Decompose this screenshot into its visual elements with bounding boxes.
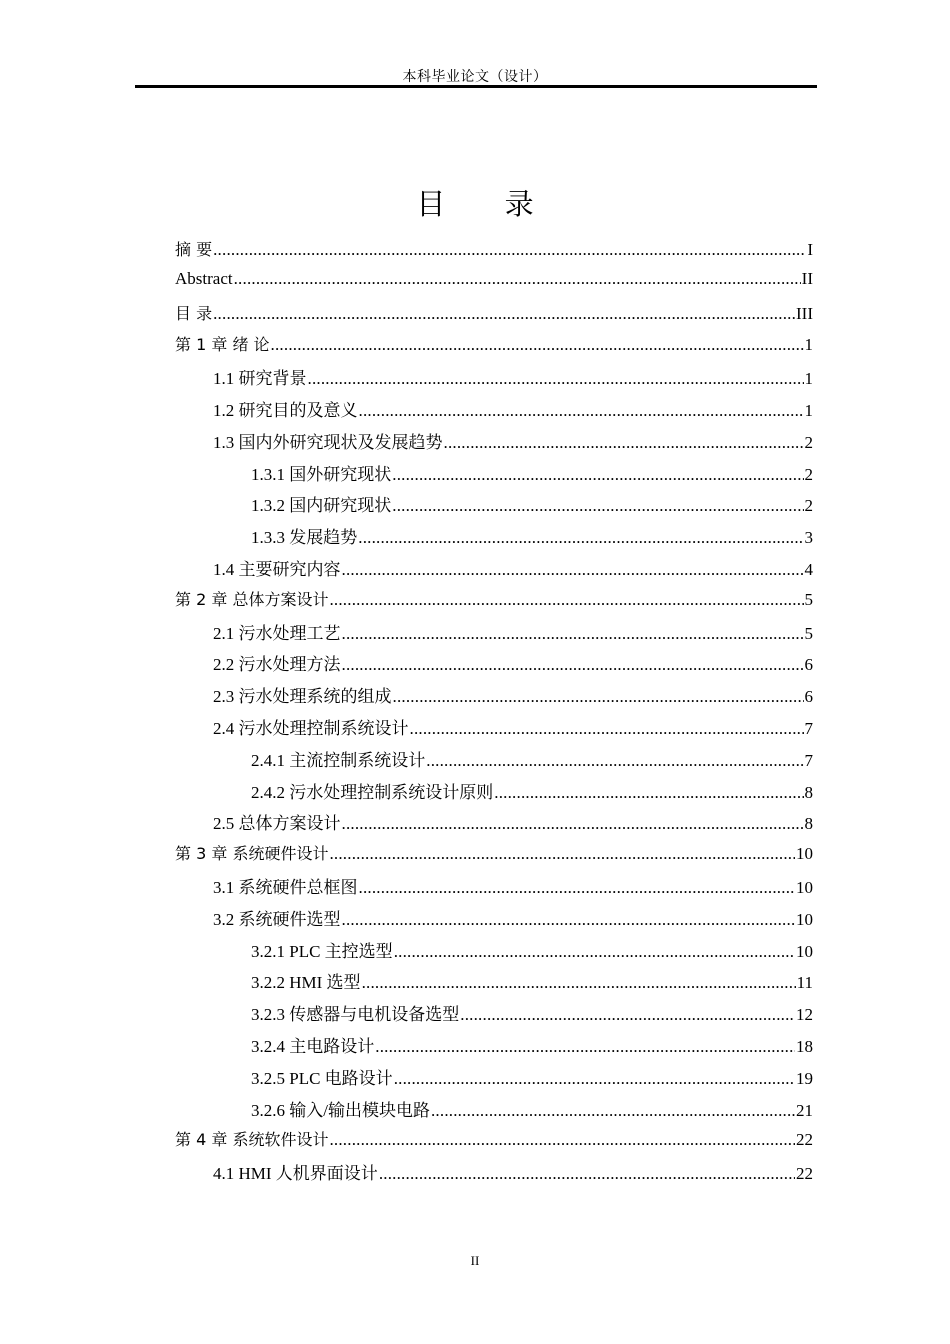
- toc-entry-page: 10: [796, 909, 813, 929]
- toc-entry-label: 2.4.1 主流控制系统设计: [251, 750, 426, 770]
- toc-dot-leader: [426, 751, 803, 771]
- toc-entry-page: 1: [804, 369, 813, 389]
- toc-dot-leader: [329, 1130, 795, 1150]
- toc-entry[interactable]: [175, 937, 813, 969]
- toc-dot-leader: [393, 687, 804, 707]
- toc-entry-page: 8: [804, 814, 813, 834]
- toc-entry-page: 1: [804, 400, 813, 420]
- toc-dot-leader: [392, 496, 803, 516]
- toc-entry-page: 1: [804, 335, 813, 355]
- toc-entry[interactable]: [175, 619, 813, 651]
- toc-entry-label: 1.4 主要研究内容: [213, 559, 341, 579]
- toc-entry[interactable]: [175, 587, 813, 619]
- toc-entry[interactable]: [175, 396, 813, 428]
- toc-entry[interactable]: [175, 460, 813, 492]
- toc-dot-leader: [342, 655, 804, 675]
- toc-entry-page: 2: [804, 496, 813, 516]
- toc-entry[interactable]: [175, 1032, 813, 1064]
- toc-entry-label: 3.2.6 输入/输出模块电路: [251, 1100, 430, 1120]
- toc-entry-label: 1.3 国内外研究现状及发展趋势: [213, 432, 443, 452]
- toc-dot-leader: [394, 942, 795, 962]
- toc-dot-leader: [444, 433, 804, 453]
- toc-entry-page: 22: [796, 1164, 813, 1184]
- toc-entry[interactable]: [175, 428, 813, 460]
- toc-entry[interactable]: [175, 746, 813, 778]
- toc-entry-page: 10: [796, 877, 813, 897]
- toc-entry[interactable]: [175, 968, 813, 1000]
- toc-entry[interactable]: [175, 809, 813, 841]
- toc-entry-label: 第 1 章 绪 论: [175, 335, 270, 355]
- toc-entry-page: 10: [796, 844, 813, 864]
- toc-entry-page: 10: [796, 941, 813, 961]
- toc-entry-label: 3.2.4 主电路设计: [251, 1036, 375, 1056]
- toc-entry-label: 2.4 污水处理控制系统设计: [213, 718, 409, 738]
- toc-entry[interactable]: [175, 523, 813, 555]
- toc-entry-label: 3.2.5 PLC 电路设计: [251, 1068, 393, 1088]
- toc-dot-leader: [358, 528, 803, 548]
- toc-entry-label: 4.1 HMI 人机界面设计: [213, 1164, 378, 1184]
- toc-entry[interactable]: [175, 364, 813, 396]
- toc-dot-leader: [342, 560, 804, 580]
- toc-entry-label: 目 录: [175, 303, 213, 323]
- toc-entry[interactable]: [175, 682, 813, 714]
- toc-dot-leader: [494, 783, 803, 803]
- table-of-contents: [175, 237, 813, 1191]
- toc-dot-leader: [460, 1005, 795, 1025]
- toc-entry[interactable]: [175, 873, 813, 905]
- header-rule: [135, 85, 817, 88]
- toc-dot-leader: [392, 465, 803, 485]
- toc-entry-page: 18: [796, 1036, 813, 1056]
- toc-dot-leader: [410, 719, 804, 739]
- toc-dot-leader: [329, 844, 795, 864]
- toc-dot-leader: [234, 269, 801, 289]
- toc-entry[interactable]: [175, 905, 813, 937]
- toc-entry-label: 1.3.3 发展趋势: [251, 528, 358, 548]
- toc-entry-label: 2.3 污水处理系统的组成: [213, 687, 392, 707]
- toc-entry[interactable]: [175, 301, 813, 333]
- toc-entry-label: 3.2 系统硬件选型: [213, 909, 341, 929]
- toc-entry[interactable]: [175, 1159, 813, 1191]
- toc-dot-leader: [329, 590, 803, 610]
- toc-entry[interactable]: [175, 332, 813, 364]
- toc-entry-page: 5: [804, 589, 813, 609]
- toc-entry-label: 2.5 总体方案设计: [213, 814, 341, 834]
- toc-entry-page: 22: [796, 1130, 813, 1150]
- toc-entry-label: Abstract: [175, 268, 233, 288]
- toc-entry-label: 第 4 章 系统软件设计: [175, 1130, 329, 1150]
- toc-dot-leader: [342, 814, 804, 834]
- toc-dot-leader: [342, 910, 796, 930]
- toc-dot-leader: [342, 624, 804, 644]
- page-number: II: [470, 1253, 480, 1268]
- toc-entry-label: 3.2.1 PLC 主控选型: [251, 941, 393, 961]
- toc-dot-leader: [213, 304, 795, 324]
- toc-entry-label: 3.2.2 HMI 选型: [251, 973, 361, 993]
- toc-entry-page: 19: [796, 1068, 813, 1088]
- toc-dot-leader: [308, 369, 804, 389]
- toc-entry[interactable]: [175, 1000, 813, 1032]
- toc-entry-page: III: [796, 303, 813, 323]
- toc-entry[interactable]: [175, 1096, 813, 1128]
- toc-entry[interactable]: [175, 237, 813, 269]
- toc-entry[interactable]: [175, 714, 813, 746]
- toc-entry-page: 7: [804, 750, 813, 770]
- toc-entry-label: 摘 要: [175, 240, 213, 259]
- toc-entry-page: 8: [804, 782, 813, 802]
- toc-entry[interactable]: [175, 650, 813, 682]
- toc-entry-label: 3.2.3 传感器与电机设备选型: [251, 1005, 460, 1025]
- toc-entry-page: 11: [796, 973, 813, 993]
- toc-entry-page: 4: [804, 559, 813, 579]
- toc-dot-leader: [431, 1101, 795, 1121]
- running-header: 本科毕业论文（设计）: [402, 70, 548, 85]
- toc-entry-label: 1.1 研究背景: [213, 369, 307, 389]
- toc-dot-leader: [362, 973, 796, 993]
- toc-entry-page: I: [807, 240, 813, 259]
- toc-entry-page: 7: [804, 718, 813, 738]
- toc-entry[interactable]: [175, 841, 813, 873]
- toc-entry-page: II: [801, 268, 813, 288]
- toc-dot-leader: [271, 335, 804, 355]
- toc-entry[interactable]: [175, 1064, 813, 1096]
- toc-dot-leader: [379, 1164, 795, 1184]
- toc-entry-label: 2.2 污水处理方法: [213, 655, 341, 675]
- toc-entry-page: 6: [804, 687, 813, 707]
- toc-entry-label: 第 3 章 系统硬件设计: [175, 844, 329, 864]
- toc-entry[interactable]: [175, 491, 813, 523]
- toc-dot-leader: [359, 878, 796, 898]
- toc-entry-label: 3.1 系统硬件总框图: [213, 877, 358, 897]
- toc-entry-page: 21: [796, 1100, 813, 1120]
- toc-entry-label: 1.3.1 国外研究现状: [251, 464, 392, 484]
- toc-title: 目 录: [416, 189, 560, 221]
- toc-entry[interactable]: [175, 555, 813, 587]
- toc-entry-page: 2: [804, 464, 813, 484]
- toc-entry[interactable]: [175, 778, 813, 810]
- toc-entry-label: 2.4.2 污水处理控制系统设计原则: [251, 782, 494, 802]
- toc-entry-page: 6: [804, 655, 813, 675]
- toc-dot-leader: [359, 401, 804, 421]
- toc-entry-label: 1.3.2 国内研究现状: [251, 496, 392, 516]
- toc-entry-label: 1.2 研究目的及意义: [213, 400, 358, 420]
- toc-entry-page: 2: [804, 432, 813, 452]
- toc-entry-label: 2.1 污水处理工艺: [213, 623, 341, 643]
- toc-entry[interactable]: [175, 1127, 813, 1159]
- toc-dot-leader: [213, 240, 806, 260]
- toc-dot-leader: [394, 1069, 795, 1089]
- toc-dot-leader: [375, 1037, 795, 1057]
- toc-entry[interactable]: [175, 269, 813, 301]
- toc-entry-page: 5: [804, 623, 813, 643]
- toc-entry-page: 3: [804, 528, 813, 548]
- toc-entry-page: 12: [796, 1005, 813, 1025]
- toc-entry-label: 第 2 章 总体方案设计: [175, 589, 329, 609]
